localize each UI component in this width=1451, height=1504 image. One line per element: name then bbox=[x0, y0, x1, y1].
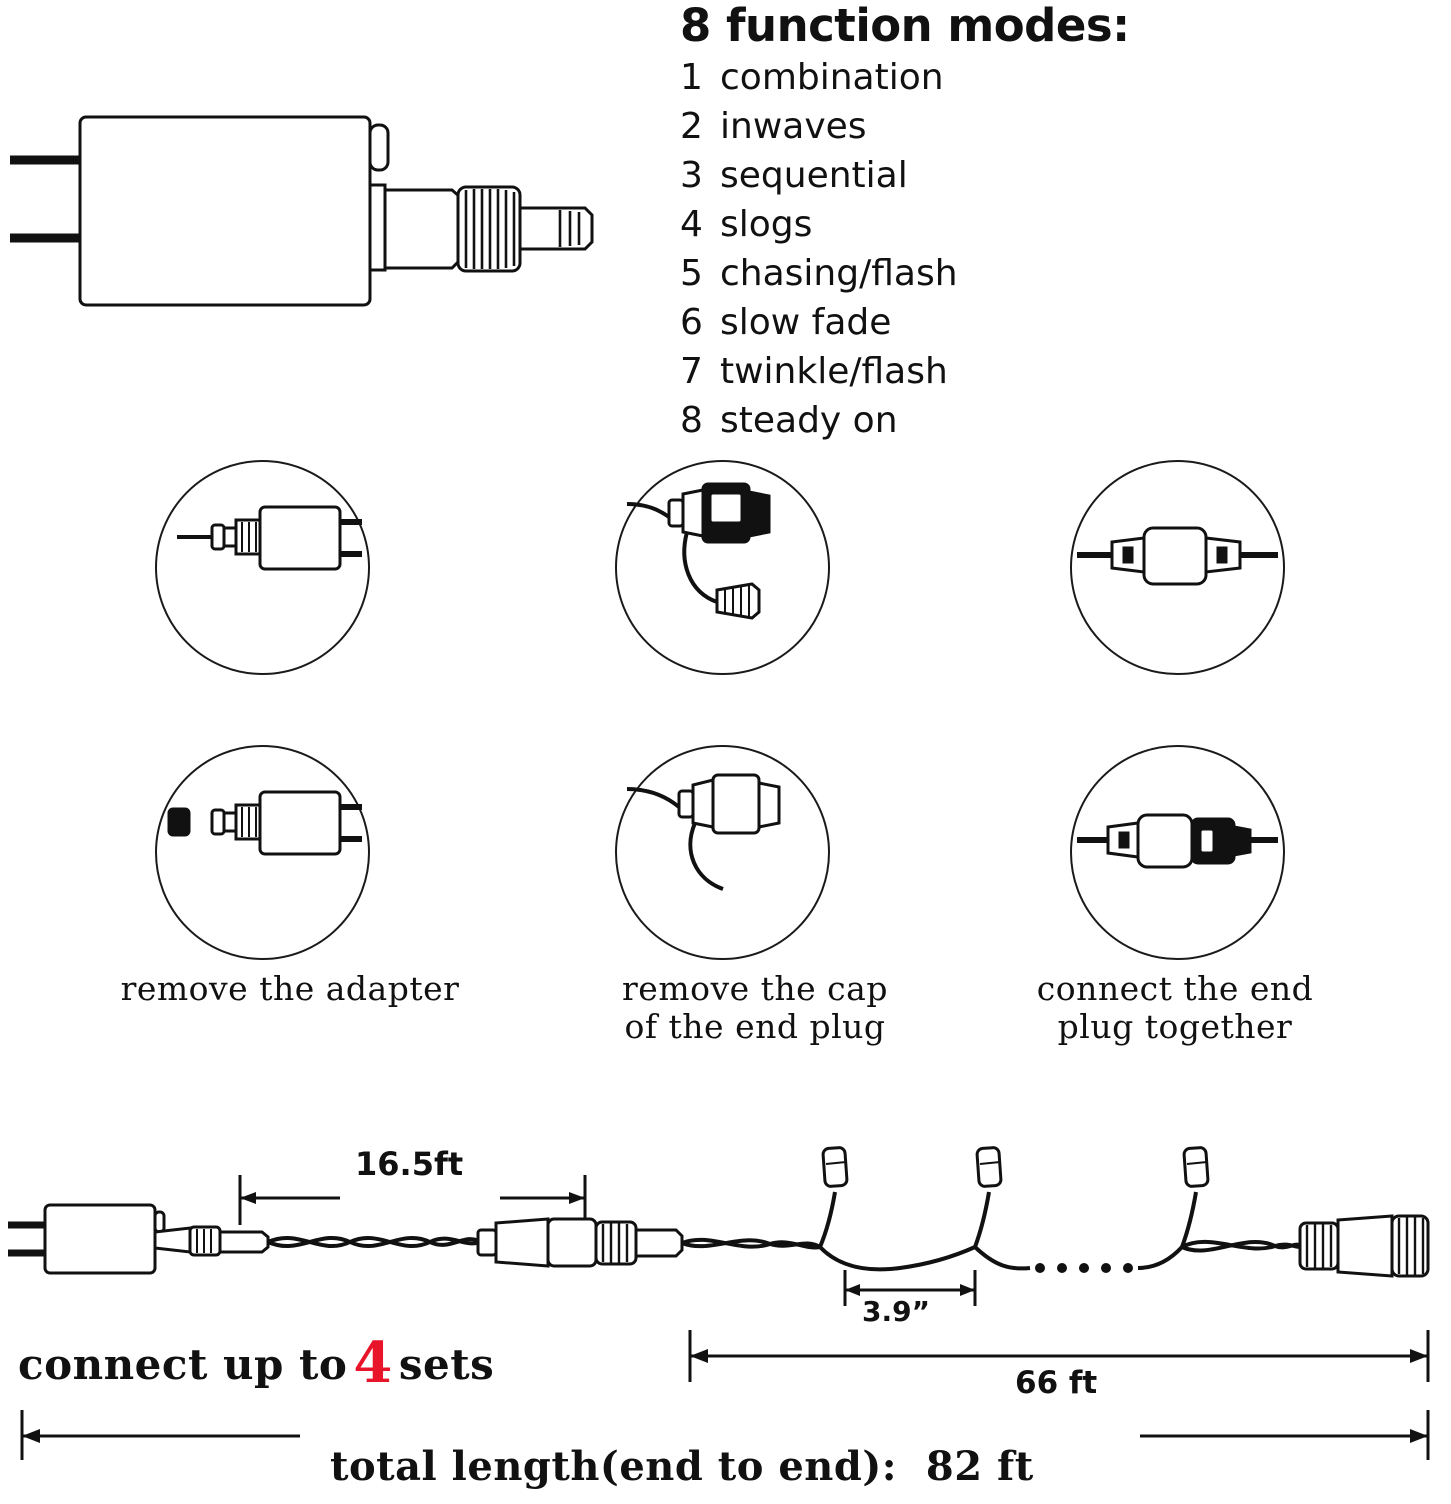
mode-number: 4 bbox=[680, 204, 703, 246]
mode-item bbox=[680, 200, 1372, 249]
step-circle-plugs-connected bbox=[1070, 745, 1285, 960]
connect-suffix: sets bbox=[398, 1340, 495, 1389]
caption-line: connect the end bbox=[1036, 969, 1314, 1008]
step-circle-adapter-attached bbox=[155, 460, 370, 675]
connect-sets-text bbox=[18, 1330, 494, 1396]
mode-number: 5 bbox=[680, 253, 703, 295]
mode-label: inwaves bbox=[720, 106, 867, 148]
caption-remove-adapter: remove the adapter bbox=[120, 969, 460, 1008]
label-bulb-spacing: 3.9” bbox=[862, 1295, 931, 1328]
function-modes-list bbox=[672, 53, 1372, 445]
mode-number: 1 bbox=[680, 57, 703, 99]
mode-label: twinkle/flash bbox=[720, 351, 948, 393]
mode-number: 6 bbox=[680, 302, 703, 344]
connect-count: 4 bbox=[353, 1330, 393, 1396]
mode-label: sequential bbox=[720, 155, 908, 197]
label-lead-length: 16.5ft bbox=[355, 1145, 464, 1183]
mode-number: 7 bbox=[680, 351, 703, 393]
function-modes-title: 8 function modes: bbox=[680, 0, 1130, 52]
mode-label: combination bbox=[720, 57, 944, 99]
mode-item bbox=[680, 102, 1372, 151]
mode-item bbox=[680, 249, 1372, 298]
total-length-label: total length(end to end): bbox=[330, 1443, 898, 1490]
wire-to-string bbox=[682, 1240, 820, 1248]
mode-label: chasing/flash bbox=[720, 253, 958, 295]
mode-label: slow fade bbox=[720, 302, 892, 344]
end-plug bbox=[1300, 1216, 1428, 1276]
caption-connect-plugs bbox=[975, 970, 1375, 1046]
caption-line: plug together bbox=[1057, 1007, 1293, 1046]
mode-number: 2 bbox=[680, 106, 703, 148]
label-lit-length: 66 ft bbox=[1015, 1365, 1098, 1401]
mode-item bbox=[680, 347, 1372, 396]
mode-item bbox=[680, 298, 1372, 347]
mode-number: 8 bbox=[680, 400, 703, 442]
caption-line: remove the cap bbox=[622, 969, 888, 1008]
mid-connector bbox=[478, 1219, 682, 1266]
mode-item bbox=[680, 53, 1372, 102]
caption-line: of the end plug bbox=[624, 1007, 886, 1046]
total-length-value: 82 ft bbox=[925, 1443, 1034, 1490]
mode-label: slogs bbox=[720, 204, 813, 246]
step-circle-plugs-apart bbox=[1070, 460, 1285, 675]
adapter-block bbox=[8, 1205, 268, 1273]
mode-item bbox=[680, 151, 1372, 200]
step-circle-adapter-removed bbox=[155, 745, 370, 960]
connect-prefix: connect up to bbox=[18, 1340, 348, 1389]
bulb-group bbox=[820, 1147, 1208, 1273]
caption-remove-cap bbox=[555, 970, 955, 1046]
power-adapter-illustration bbox=[0, 90, 640, 340]
total-length-text bbox=[330, 1443, 1034, 1490]
wire-tail bbox=[1182, 1242, 1302, 1251]
wire-lead bbox=[268, 1238, 480, 1246]
mode-number: 3 bbox=[680, 155, 703, 197]
mode-item bbox=[680, 396, 1372, 445]
mode-label: steady on bbox=[720, 400, 898, 442]
function-modes-panel bbox=[672, 2, 1372, 445]
step-circle-end-plug-cap-removed bbox=[615, 745, 830, 960]
step-circle-end-plug-with-cap bbox=[615, 460, 830, 675]
